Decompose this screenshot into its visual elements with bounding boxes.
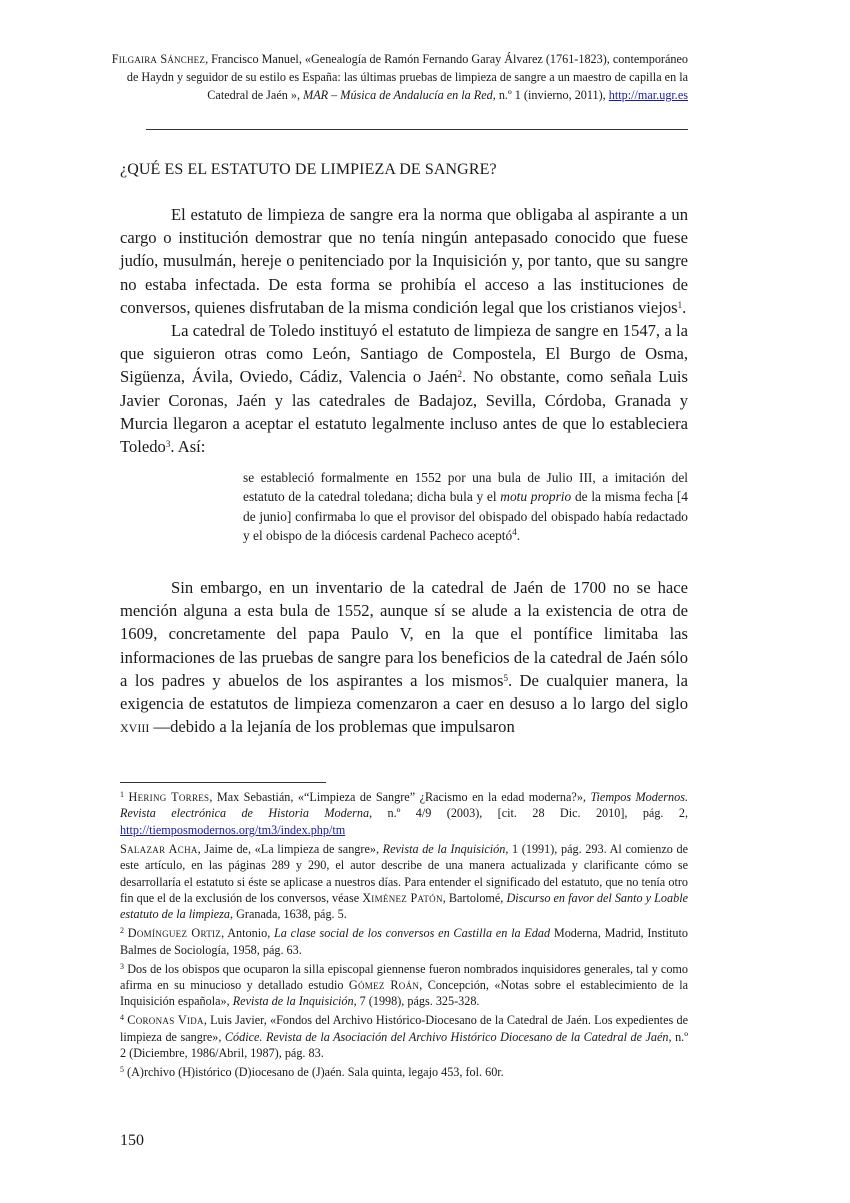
footnote-2-text-b: Moderna, Madrid, Instituto Balmes de Sociología, 1958, pág. 63.: [120, 926, 688, 957]
paragraph-2: [120, 319, 688, 458]
header-url-link[interactable]: http://mar.ugr.es: [608, 88, 688, 103]
footnote-divider: [120, 782, 326, 783]
header-journal: MAR – Música de Andalucía en la Red: [303, 88, 493, 103]
header-divider: [146, 129, 688, 130]
footnote-4-number: 4: [120, 1013, 124, 1023]
footnote-3-text-b: , Concepción, «Notas sobre el establecimiento de la Inquisición española»,: [120, 977, 688, 1009]
footnote-ref-4[interactable]: 4: [512, 526, 517, 537]
footnote-2-number: 2: [120, 926, 124, 936]
footnote-4-author: Coronas Vida: [127, 1013, 204, 1028]
footnote-3: [120, 961, 688, 1010]
century-numeral: xviii: [120, 717, 150, 737]
quote-end: .: [516, 527, 521, 543]
footnotes: [120, 789, 688, 1083]
footnote-1c-text-d: , Granada, 1638, pág. 5.: [230, 907, 347, 922]
footnote-1c-book: Discurso en favor del Santo y Loable estatuto de la limpieza: [120, 890, 688, 922]
footnote-4-journal: Códice. Revista de la Asociación del Archivo Histórico Diocesano de la Catedral de Jaén: [224, 1029, 669, 1044]
paragraph-3-text-c: —debido a la lejanía de los problemas que impulsaron: [149, 717, 515, 737]
paragraph-1-text: El estatuto de limpieza de sangre era la norma que obligaba al aspirante a un cargo o institución demostrar que no tenía ningún antepasado conocido que fuese judío, musulmán, hereje o penitenciado por la Inquisición y, por tanto, que su sangre no estaba infectada. De esta forma se prohibía el acceso a las instituciones de conversos, quienes disfrutaban de la misma condición legal que los cristianos viejos: [120, 205, 688, 317]
header-issue: , n.º 1 (invierno, 2011),: [492, 88, 609, 103]
paragraph-2-text-c: . Así:: [170, 437, 206, 457]
footnote-ref-3[interactable]: 3: [165, 439, 171, 450]
block-quote: [243, 468, 688, 545]
footnote-ref-5[interactable]: 5: [503, 672, 508, 683]
quote-text-a: se estableció formalmente en 1552 por una bula de Julio III, a imitación del estatuto de la catedral toledana; dicha bula y el: [243, 470, 688, 505]
footnote-3-number: 3: [120, 961, 124, 971]
header-text: , Francisco Manuel, «Genealogía de Ramón Fernando Garay Álvarez (1761-1823), contemporáneo de Haydn y seguidor de su estilo es España: las últimas pruebas de limpieza de sangre a un maestro de capilla en la Catedral de Jaén »,: [126, 52, 688, 103]
footnote-1-author: Hering Torres: [128, 790, 210, 804]
footnote-ref-2[interactable]: 2: [457, 369, 463, 380]
body-text-upper: [120, 203, 688, 458]
paragraph-2-text-b: . No obstante, como señala Luis Javier Coronas, Jaén y las catedrales de Badajoz, Sevilla, Córdoba, Granada y Murcia llegaron a aceptar el estatuto legalmente incluso antes de que lo estableciera Toledo: [120, 367, 688, 457]
quote-text-b: de la misma fecha [4 de junio] confirmaba lo que el provisor del obispado del obispado había redactado y el obispo de la diócesis cardenal Pacheco aceptó: [243, 489, 688, 543]
footnote-1-text-b: , n.º 4/9 (2003), [cit. 28 Dic. 2010], pág. 2,: [369, 806, 688, 821]
footnote-1c-text-c: , Bartolomé,: [442, 890, 507, 905]
footnote-1c-author-2: Ximénez Patón: [362, 890, 443, 905]
header-author: Filgaira Sánchez: [111, 52, 206, 66]
body-text-lower: [120, 576, 688, 738]
quote-italic: motu proprio: [500, 489, 572, 505]
footnote-1-text-a: , Max Sebastián, «“Limpieza de Sangre” ¿Racismo en la edad moderna?»,: [209, 790, 591, 804]
footnote-5-text: (A)rchivo (H)istórico (D)iocesano de (J)aén. Sala quinta, legajo 453, fol. 60r.: [124, 1065, 504, 1079]
footnote-ref-1[interactable]: 1: [677, 299, 683, 310]
footnote-1-journal: Tiempos Modernos. Revista electrónica de Historia Moderna: [120, 790, 689, 821]
paragraph-1-end: .: [682, 297, 687, 317]
footnote-4-text-b: , n.º 2 (Diciembre, 1986/Abril, 1987), pág. 83.: [120, 1029, 688, 1061]
footnote-4-text-a: , Luis Javier, «Fondos del Archivo Histórico-Diocesano de la Catedral de Jaén. Los expedientes de limpieza de sangre»,: [120, 1013, 688, 1044]
footnote-1-number: 1: [120, 790, 124, 799]
paragraph-2-text-a: La catedral de Toledo instituyó el estatuto de limpieza de sangre en 1547, a la que siguieron otras como León, Santiago de Compostela, El Burgo de Osma, Sigüenza, Ávila, Oviedo, Cádiz, Valencia o Jaén: [120, 321, 688, 387]
paragraph-1: [120, 203, 688, 319]
footnote-2-book: La clase social de los conversos en Castilla en la Edad: [274, 926, 551, 941]
footnote-5: [120, 1064, 688, 1080]
footnote-5-number: 5: [120, 1065, 124, 1074]
footnote-2: [120, 925, 688, 958]
page-number: 150: [120, 1132, 144, 1149]
footnote-1c-text-a: , Jaime de, «La limpieza de sangre»,: [197, 841, 383, 856]
footnote-3-text-a: Dos de los obispos que ocuparon la silla episcopal giennense fueron nombrados inquisidores generales, tal y como afirma en su minucioso y detallado estudio: [120, 961, 688, 992]
footnote-1: [120, 789, 688, 838]
paragraph-3-text-a: Sin embargo, en un inventario de la catedral de Jaén de 1700 no se hace mención alguna a esta bula de 1552, aunque sí se alude a la existencia de otra de 1609, concretamente del papa Paulo V, en la que el pontífice limitaba las informaciones de las pruebas de sangre para los beneficios de la catedral de Jaén sólo a los padres y abuelos de los aspirantes a los mismos: [120, 578, 688, 690]
footnote-3-author: Gómez Roán: [348, 977, 420, 992]
footnote-2-text-a: , Antonio,: [221, 926, 275, 941]
footnote-1-continued: [120, 841, 688, 923]
footnote-3-journal: Revista de la Inquisición: [232, 994, 354, 1009]
section-title: ¿QUÉ ES EL ESTATUTO DE LIMPIEZA DE SANGRE?: [120, 161, 497, 178]
footnote-1-url-link[interactable]: http://tiemposmodernos.org/tm3/index.php/tm: [120, 822, 346, 837]
footnote-1c-author: Salazar Acha: [120, 841, 198, 856]
paragraph-3: [120, 576, 688, 738]
paragraph-3-text-b: . De cualquier manera, la exigencia de estatutos de limpieza comenzaron a caer en desuso a lo largo del siglo: [120, 670, 688, 714]
footnote-1c-journal: Revista de la Inquisición: [382, 841, 506, 856]
footnote-4: [120, 1012, 688, 1061]
footnote-1c-text-b: , 1 (1991), pág. 293. Al comienzo de este artículo, en las páginas 289 y 290, el autor describe de una manera actualizada y clarificante cómo se desarrollaría el estatuto si éste se aplicase a nuestros días. Para entender el significado del estatuto, que no tenía otro fin que el de la exclusión de los conversos, véase: [120, 841, 688, 905]
citation-header: [110, 50, 688, 105]
footnote-2-author: Domínguez Ortiz: [127, 926, 222, 941]
footnote-3-text-c: , 7 (1998), págs. 325-328.: [353, 994, 480, 1009]
